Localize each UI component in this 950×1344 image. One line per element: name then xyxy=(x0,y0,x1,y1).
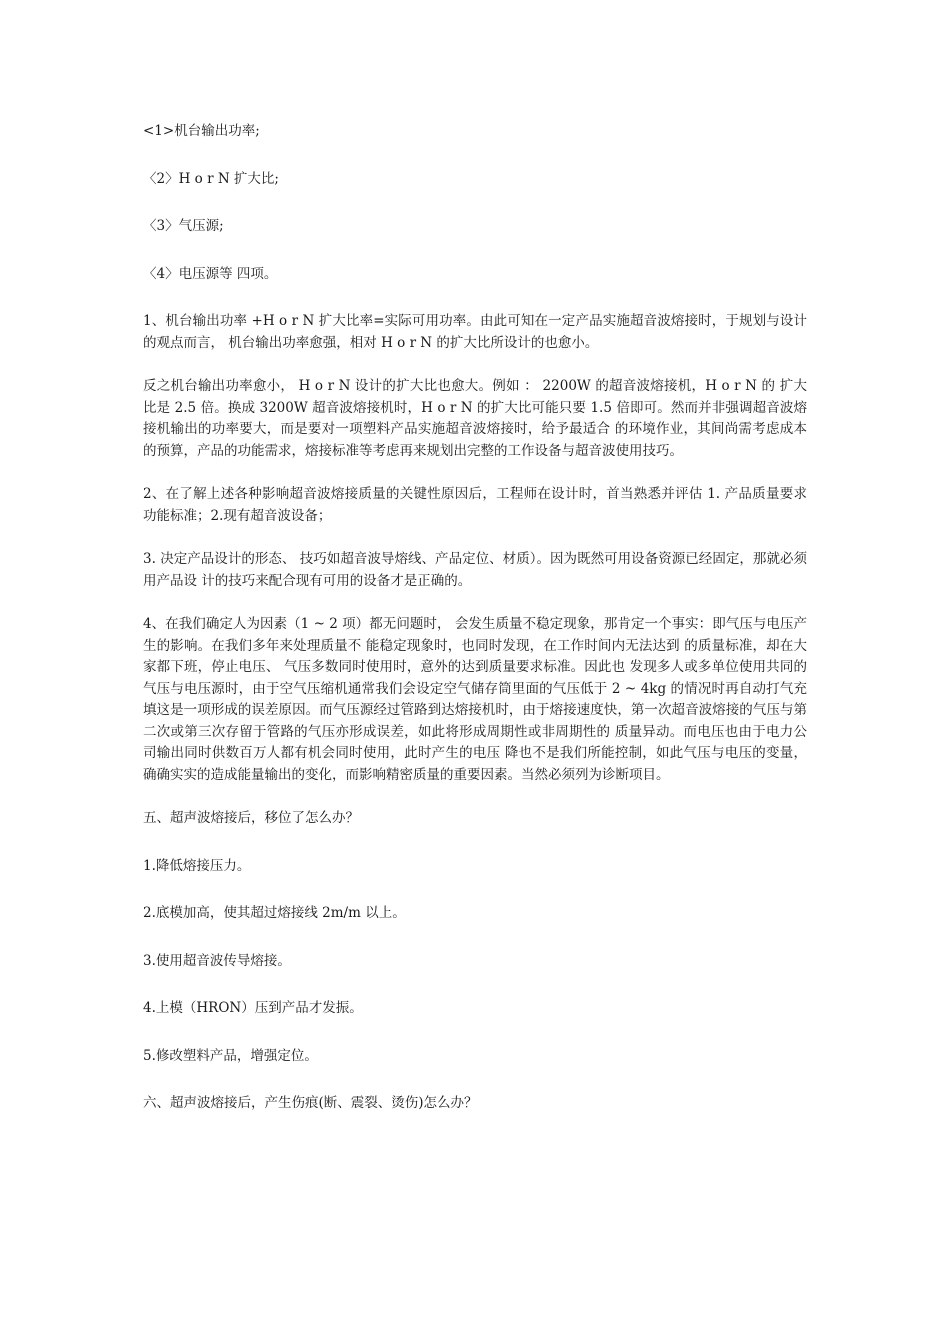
list-item-step-3: 3.使用超音波传导熔接。 xyxy=(143,952,291,969)
section-heading-6: 六、超声波熔接后，产生伤痕(断、震裂、烫伤)怎么办？ xyxy=(143,1095,478,1111)
paragraph-1: 1、机台输出功率 +H o r N 扩大比率=实际可用功率。由此可知在一定产品实施超音波熔接时，于规划与设计的观点而言， 机台输出功率愈强，相对 H o r N 的扩大比所设计的也愈小。 xyxy=(143,313,807,351)
list-item-step-5: 5.修改塑料产品，增强定位。 xyxy=(143,1047,318,1064)
paragraph-2: 反之机台输出功率愈小， H o r N 设计的扩大比也愈大。例如 ： 2200W 的超音波熔接机，H o r N 的 扩大比是 2.5 倍。换成 3200W 超音波熔接机时，H o r N 的扩大比可能只要 1.5 倍即可。然而并非强调超音波熔接机输出的功率要大，而是要对一项塑料产品实施超音波熔接时，给予最适合 的环境作业，其间尚需考虑成本的预算，产品的功能需求，熔接标准等考虑再来规划出完整的工作设备与超音波使用技巧。 xyxy=(143,378,807,459)
list-item-step-2: 2.底模加高，使其超过熔接线 2m/m 以上。 xyxy=(143,905,406,921)
list-item-step-4: 4.上模（HRON）压到产品才发振。 xyxy=(143,1000,363,1016)
section-heading-5: 五、超声波熔接后，移位了怎么办？ xyxy=(143,810,359,826)
list-item-output-power: <1>机台输出功率; xyxy=(143,123,260,139)
paragraph-3: 2、在了解上述各种影响超音波熔接质量的关键性原因后，工程师在设计时，首当熟悉并评估 1. 产品质量要求功能标准；2.现有超音波设备； xyxy=(143,486,807,524)
paragraph-5: 4、在我们确定人为因素（1 ~ 2 项）都无问题时， 会发生质量不稳定现象，那肯定一个事实：即气压与电压产生的影响。在我们多年来处理质量不 能稳定现象时，也同时发现，在工作时间内无法达到 的质量标准，却在大家都下班，停止电压、 气压多数同时使用时，意外的达到质量要求标准。因此也 发现多人或多单位使用共同的气压与电压源时，由于空气压缩机通常我们会设定空气储存筒里面的气压低于 2 ~ 4kg 的情况时再自动打气充填这是一项形成的误差原因。而气压源经过管路到达熔接机时，由于熔接速度快，第一次超音波熔接的气压与第二次或第三次存留于管路的气压亦形成误差，如此将形成周期性或非周期性的 质量异动。而电压也由于电力公司输出同时供数百万人都有机会同时使用，此时产生的电压 降也不是我们所能控制，如此气压与电压的变量，确确实实的造成能量输出的变化，而影响精密质量的重要因素。当然必须列为诊断项目。 xyxy=(143,616,807,783)
list-item-step-1: 1.降低熔接压力。 xyxy=(143,857,251,874)
list-item-air-pressure: 〈3〉气压源; xyxy=(143,218,224,234)
list-item-horn-ratio: 〈2〉H o r N 扩大比; xyxy=(143,170,279,187)
paragraph-4: 3. 决定产品设计的形态、 技巧如超音波导熔线、产品定位、材质）。因为既然可用设备资源已经固定，那就必须用产品设 计的技巧来配合现有可用的设备才是正确的。 xyxy=(143,551,807,589)
document-body xyxy=(143,121,807,1141)
list-item-voltage: 〈4〉电压源等 四项。 xyxy=(143,265,278,282)
